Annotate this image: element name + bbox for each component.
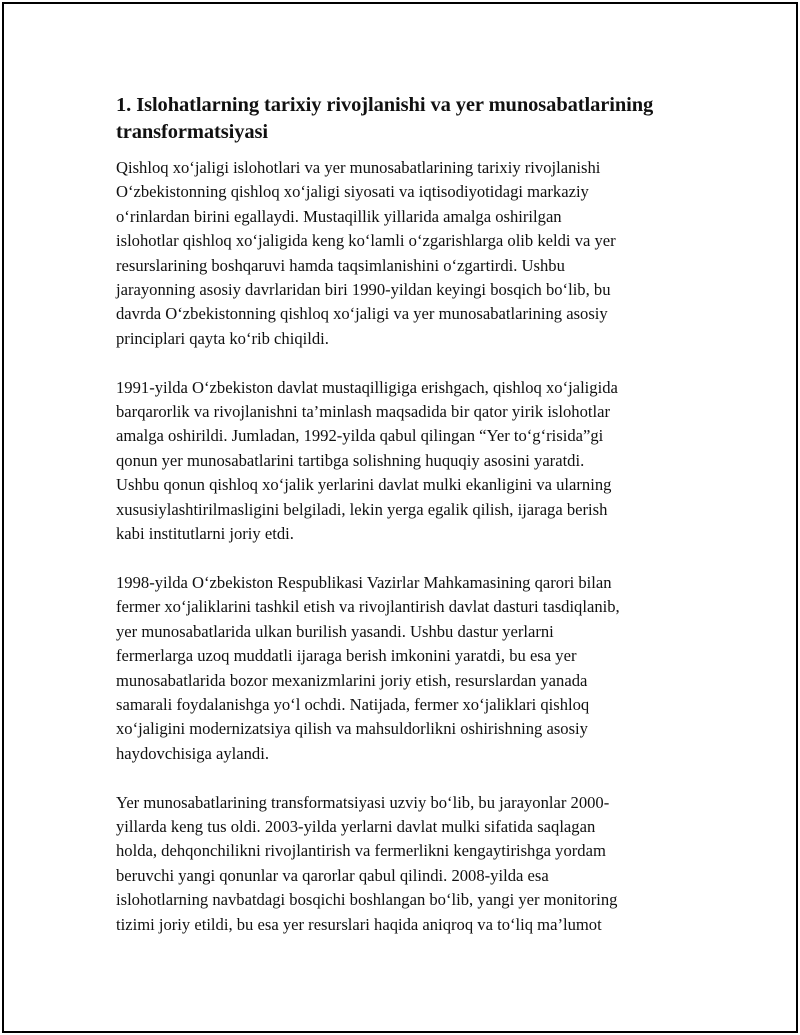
text-line: Ushbu qonun qishloq xo‘jalik yerlarini davlat mulki ekanligini va ularning — [116, 475, 612, 495]
text-line: tizimi joriy etildi, bu esa yer resurslari haqida aniqroq va to‘liq ma’lumot — [116, 914, 602, 934]
text-line: o‘rinlardan birini egallaydi. Mustaqillik yillarida amalga oshirilgan — [116, 206, 562, 226]
text-line: qonun yer munosabatlarini tartibga solishning huquqiy asosini yaratdi. — [116, 450, 585, 470]
text-line: resurslarining boshqaruvi hamda taqsimlanishini o‘zgartirdi. Ushbu — [116, 255, 565, 275]
text-line: jarayonning asosiy davrlaridan biri 1990-yildan keyingi bosqich bo‘lib, bu — [116, 280, 611, 300]
text-line: davrda O‘zbekistonning qishloq xo‘jaligi va yer munosabatlarining asosiy — [116, 304, 608, 324]
section-heading — [116, 92, 690, 146]
text-line: islohotlar qishloq xo‘jaligida keng ko‘lamli o‘zgarishlarga olib keldi va yer — [116, 231, 616, 251]
text-line: Yer munosabatlarining transformatsiyasi uzviy bo‘lib, bu jarayonlar 2000- — [116, 792, 610, 812]
text-line: principlari qayta ko‘rib chiqildi. — [116, 328, 329, 348]
text-line: O‘zbekistonning qishloq xo‘jaligi siyosati va iqtisodiyotidagi markaziy — [116, 182, 589, 202]
document-body — [116, 92, 690, 961]
paragraph-3 — [116, 571, 690, 766]
text-line: amalga oshirildi. Jumladan, 1992-yilda qabul qilingan “Yer to‘g‘risida”gi — [116, 426, 604, 446]
text-line: beruvchi yangi qonunlar va qarorlar qabul qilindi. 2008-yilda esa — [116, 865, 549, 885]
text-line: munosabatlarida bozor mexanizmlarini joriy etish, resurslardan yanada — [116, 670, 588, 690]
paragraph-1 — [116, 156, 690, 351]
heading-line: transformatsiyasi — [116, 121, 269, 143]
text-line: yer munosabatlarida ulkan burilish yasandi. Ushbu dastur yerlarni — [116, 621, 554, 641]
paragraph-4 — [116, 791, 690, 937]
text-line: yillarda keng tus oldi. 2003-yilda yerlarni davlat mulki sifatida saqlagan — [116, 816, 596, 836]
paragraph-2 — [116, 376, 690, 547]
text-line: kabi institutlarni joriy etdi. — [116, 524, 294, 544]
text-line: xo‘jaligini modernizatsiya qilish va mahsuldorlikni oshirishning asosiy — [116, 719, 588, 739]
text-line: samarali foydalanishga yo‘l ochdi. Natijada, fermer xo‘jaliklari qishloq — [116, 694, 590, 714]
text-line: xususiylashtirilmasligini belgiladi, lekin yerga egalik qilish, ijaraga berish — [116, 499, 608, 519]
heading-line: 1. Islohatlarning tarixiy rivojlanishi va yer munosabatlarining — [116, 94, 654, 116]
text-line: fermerlarga uzoq muddatli ijaraga berish imkonini yaratdi, bu esa yer — [116, 646, 577, 666]
text-line: barqarorlik va rivojlanishni ta’minlash maqsadida bir qator yirik islohotlar — [116, 402, 611, 422]
text-line: 1991-yilda O‘zbekiston davlat mustaqilligiga erishgach, qishloq xo‘jaligida — [116, 377, 618, 397]
text-line: islohotlarning navbatdagi bosqichi boshlangan bo‘lib, yangi yer monitoring — [116, 890, 618, 910]
text-line: haydovchisiga aylandi. — [116, 743, 269, 763]
text-line: 1998-yilda O‘zbekiston Respublikasi Vazirlar Mahkamasining qarori bilan — [116, 572, 612, 592]
text-line: Qishloq xo‘jaligi islohotlari va yer munosabatlarining tarixiy rivojlanishi — [116, 158, 601, 177]
text-line: fermer xo‘jaliklarini tashkil etish va rivojlantirish davlat dasturi tasdiqlanib, — [116, 597, 620, 617]
text-line: holda, dehqonchilikni rivojlantirish va fermerlikni kengaytirishga yordam — [116, 841, 606, 861]
